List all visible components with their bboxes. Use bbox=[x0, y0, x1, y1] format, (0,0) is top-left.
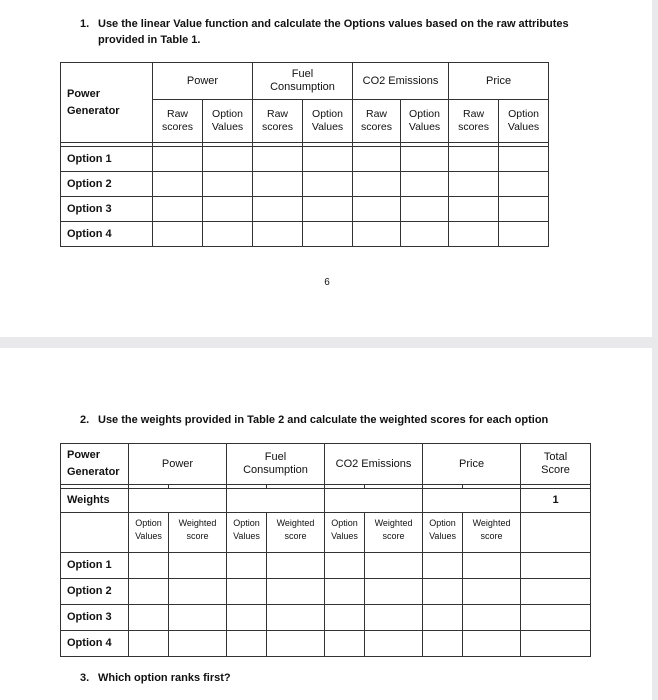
cell[interactable] bbox=[463, 579, 521, 605]
cell[interactable] bbox=[253, 172, 303, 197]
cell[interactable] bbox=[253, 147, 303, 172]
sub-text-2: score bbox=[284, 531, 307, 541]
document-page-1 bbox=[0, 0, 652, 337]
sub-text-2: Values bbox=[429, 531, 456, 541]
cell[interactable] bbox=[325, 579, 365, 605]
question-2 bbox=[80, 412, 600, 428]
header-text: Total bbox=[543, 451, 568, 463]
table-1-header-price bbox=[449, 63, 549, 100]
cell[interactable] bbox=[463, 553, 521, 579]
sub-text-2: Values bbox=[311, 121, 344, 133]
table-1-sub-raw bbox=[153, 100, 203, 143]
cell[interactable] bbox=[401, 222, 449, 247]
sub-text-2: score bbox=[382, 531, 405, 541]
sub-text: Weighted bbox=[374, 518, 413, 528]
sub-text: Raw bbox=[366, 108, 388, 120]
table-1-sub-option bbox=[303, 100, 353, 143]
table-row bbox=[61, 631, 591, 657]
row-header-line-1: Power bbox=[67, 449, 101, 461]
table-1-header-power bbox=[153, 63, 253, 100]
cell[interactable] bbox=[401, 147, 449, 172]
row-header-line-2: Generator bbox=[67, 466, 120, 478]
cell[interactable] bbox=[227, 605, 267, 631]
table-2-sub-weighted bbox=[267, 513, 325, 553]
cell[interactable] bbox=[423, 489, 521, 513]
table-2-header-price bbox=[423, 444, 521, 485]
cell[interactable] bbox=[463, 631, 521, 657]
cell[interactable] bbox=[129, 489, 227, 513]
sub-text-2: scores bbox=[361, 121, 392, 133]
table-row bbox=[61, 605, 591, 631]
cell[interactable] bbox=[169, 631, 227, 657]
sub-text: Raw bbox=[166, 108, 188, 120]
table-2-sub-option bbox=[325, 513, 365, 553]
question-1-line-1: Use the linear Value function and calculate the Options values based on the raw attributes bbox=[98, 18, 569, 30]
sub-text: Raw bbox=[266, 108, 288, 120]
cell[interactable] bbox=[267, 631, 325, 657]
table-2-sub-option bbox=[129, 513, 169, 553]
table-row-weights bbox=[61, 489, 591, 513]
sub-text-2: scores bbox=[458, 121, 489, 133]
cell[interactable] bbox=[203, 197, 253, 222]
header-text-2: Score bbox=[541, 464, 570, 476]
cell[interactable] bbox=[353, 147, 401, 172]
question-1-line-2: provided in Table 1. bbox=[98, 34, 201, 46]
cell[interactable] bbox=[365, 553, 423, 579]
header-text: Fuel bbox=[291, 68, 314, 80]
cell[interactable] bbox=[153, 222, 203, 247]
sub-text-2: Values bbox=[233, 531, 260, 541]
sub-text: Option bbox=[233, 518, 260, 528]
sub-text-2: Values bbox=[507, 121, 540, 133]
cell[interactable] bbox=[449, 172, 499, 197]
cell[interactable] bbox=[203, 172, 253, 197]
table-2-header-fuel bbox=[227, 444, 325, 485]
cell[interactable] bbox=[129, 605, 169, 631]
sub-text: Option bbox=[508, 108, 539, 120]
row-label-option-2: Option 2 bbox=[61, 172, 153, 197]
cell[interactable] bbox=[303, 222, 353, 247]
question-3 bbox=[80, 670, 480, 686]
table-2 bbox=[60, 443, 591, 657]
cell[interactable] bbox=[253, 222, 303, 247]
cell bbox=[521, 513, 591, 553]
header-text: Price bbox=[486, 74, 512, 87]
header-text-2: Consumption bbox=[243, 464, 308, 476]
cell[interactable] bbox=[499, 172, 549, 197]
cell[interactable] bbox=[267, 579, 325, 605]
cell[interactable] bbox=[303, 147, 353, 172]
cell[interactable] bbox=[253, 197, 303, 222]
header-text: CO2 Emissions bbox=[335, 457, 412, 470]
row-label-option-4: Option 4 bbox=[61, 631, 129, 657]
table-1-sub-raw bbox=[449, 100, 499, 143]
cell[interactable] bbox=[521, 631, 591, 657]
page-number: 6 bbox=[324, 277, 330, 288]
table-1-header-fuel bbox=[253, 63, 353, 100]
cell[interactable] bbox=[423, 605, 463, 631]
cell[interactable] bbox=[267, 605, 325, 631]
sub-text: Option bbox=[409, 108, 440, 120]
cell[interactable] bbox=[499, 147, 549, 172]
cell[interactable] bbox=[353, 197, 401, 222]
weights-total-value: 1 bbox=[521, 489, 591, 513]
cell[interactable] bbox=[169, 579, 227, 605]
cell[interactable] bbox=[401, 172, 449, 197]
cell[interactable] bbox=[129, 579, 169, 605]
table-1-sub-option bbox=[203, 100, 253, 143]
cell[interactable] bbox=[423, 553, 463, 579]
question-1-number: 1. bbox=[80, 18, 90, 30]
cell[interactable] bbox=[365, 579, 423, 605]
sub-text: Weighted bbox=[178, 518, 217, 528]
sub-text: Option bbox=[331, 518, 358, 528]
cell[interactable] bbox=[129, 553, 169, 579]
header-text: CO2 Emissions bbox=[362, 74, 439, 87]
cell[interactable] bbox=[423, 579, 463, 605]
row-label-option-1: Option 1 bbox=[61, 553, 129, 579]
cell[interactable] bbox=[303, 197, 353, 222]
question-3-text: Which option ranks first? bbox=[98, 672, 231, 684]
cell[interactable] bbox=[365, 605, 423, 631]
row-label-weights: Weights bbox=[61, 489, 129, 513]
header-text: Power bbox=[161, 457, 194, 470]
sub-text-2: Values bbox=[135, 531, 162, 541]
cell[interactable] bbox=[499, 197, 549, 222]
table-row bbox=[61, 197, 549, 222]
cell[interactable] bbox=[227, 579, 267, 605]
table-1-row-header bbox=[61, 63, 153, 143]
row-label-option-1: Option 1 bbox=[61, 147, 153, 172]
table-2-sub-option bbox=[227, 513, 267, 553]
header-text-2: Consumption bbox=[270, 81, 335, 93]
cell[interactable] bbox=[449, 197, 499, 222]
header-text: Fuel bbox=[264, 451, 287, 463]
cell[interactable] bbox=[325, 631, 365, 657]
document-page-2 bbox=[0, 348, 652, 700]
cell[interactable] bbox=[153, 197, 203, 222]
table-2-header-total bbox=[521, 444, 591, 485]
cell[interactable] bbox=[129, 631, 169, 657]
cell[interactable] bbox=[153, 147, 203, 172]
row-label-option-3: Option 3 bbox=[61, 605, 129, 631]
sub-text-2: Values bbox=[211, 121, 244, 133]
sub-text-2: scores bbox=[162, 121, 193, 133]
cell[interactable] bbox=[401, 197, 449, 222]
sub-text: Option bbox=[212, 108, 243, 120]
cell[interactable] bbox=[153, 172, 203, 197]
header-text: Power bbox=[186, 74, 219, 87]
cell[interactable] bbox=[521, 553, 591, 579]
table-1 bbox=[60, 62, 549, 247]
cell[interactable] bbox=[325, 489, 423, 513]
row-label-option-3: Option 3 bbox=[61, 197, 153, 222]
cell[interactable] bbox=[353, 172, 401, 197]
row-header-line-2: Generator bbox=[67, 104, 120, 117]
row-header-line-1: Power bbox=[67, 87, 101, 100]
cell[interactable] bbox=[203, 147, 253, 172]
cell[interactable] bbox=[169, 605, 227, 631]
cell[interactable] bbox=[267, 553, 325, 579]
cell[interactable] bbox=[169, 553, 227, 579]
row-label-option-4: Option 4 bbox=[61, 222, 153, 247]
sub-text-2: score bbox=[480, 531, 503, 541]
table-1-sub-option bbox=[499, 100, 549, 143]
table-2-sub-weighted bbox=[365, 513, 423, 553]
cell[interactable] bbox=[499, 222, 549, 247]
cell[interactable] bbox=[449, 222, 499, 247]
sub-text: Option bbox=[312, 108, 343, 120]
table-row bbox=[61, 579, 591, 605]
table-1-sub-raw bbox=[253, 100, 303, 143]
sub-text-2: scores bbox=[262, 121, 293, 133]
cell[interactable] bbox=[203, 222, 253, 247]
cell[interactable] bbox=[303, 172, 353, 197]
table-1-sub-raw bbox=[353, 100, 401, 143]
sub-text: Raw bbox=[463, 108, 485, 120]
sub-text-2: Values bbox=[408, 121, 441, 133]
question-1 bbox=[80, 16, 620, 48]
sub-text-2: Values bbox=[331, 531, 358, 541]
table-2-sub-weighted bbox=[463, 513, 521, 553]
cell[interactable] bbox=[449, 147, 499, 172]
cell[interactable] bbox=[353, 222, 401, 247]
cell[interactable] bbox=[365, 631, 423, 657]
row-label-option-2: Option 2 bbox=[61, 579, 129, 605]
header-text: Price bbox=[459, 457, 485, 470]
table-2-sub-weighted bbox=[169, 513, 227, 553]
table-1-sub-option bbox=[401, 100, 449, 143]
sub-text: Weighted bbox=[276, 518, 315, 528]
table-2-row-header bbox=[61, 444, 129, 485]
table-2-header-power bbox=[129, 444, 227, 485]
cell[interactable] bbox=[227, 489, 325, 513]
cell[interactable] bbox=[227, 631, 267, 657]
sub-text: Option bbox=[429, 518, 456, 528]
table-row bbox=[61, 222, 549, 247]
cell[interactable] bbox=[325, 553, 365, 579]
cell[interactable] bbox=[463, 605, 521, 631]
table-row bbox=[61, 553, 591, 579]
question-3-number: 3. bbox=[80, 672, 90, 684]
table-2-sub-option bbox=[423, 513, 463, 553]
cell[interactable] bbox=[325, 605, 365, 631]
table-1-header-co2 bbox=[353, 63, 449, 100]
table-row bbox=[61, 172, 549, 197]
cell[interactable] bbox=[227, 553, 267, 579]
question-2-number: 2. bbox=[80, 414, 90, 426]
cell[interactable] bbox=[521, 579, 591, 605]
table-2-header-co2 bbox=[325, 444, 423, 485]
question-2-text: Use the weights provided in Table 2 and calculate the weighted scores for each option bbox=[98, 414, 549, 426]
cell bbox=[61, 513, 129, 553]
sub-text-2: score bbox=[186, 531, 209, 541]
sub-text: Weighted bbox=[472, 518, 511, 528]
table-row bbox=[61, 147, 549, 172]
sub-text: Option bbox=[135, 518, 162, 528]
cell[interactable] bbox=[423, 631, 463, 657]
cell[interactable] bbox=[521, 605, 591, 631]
